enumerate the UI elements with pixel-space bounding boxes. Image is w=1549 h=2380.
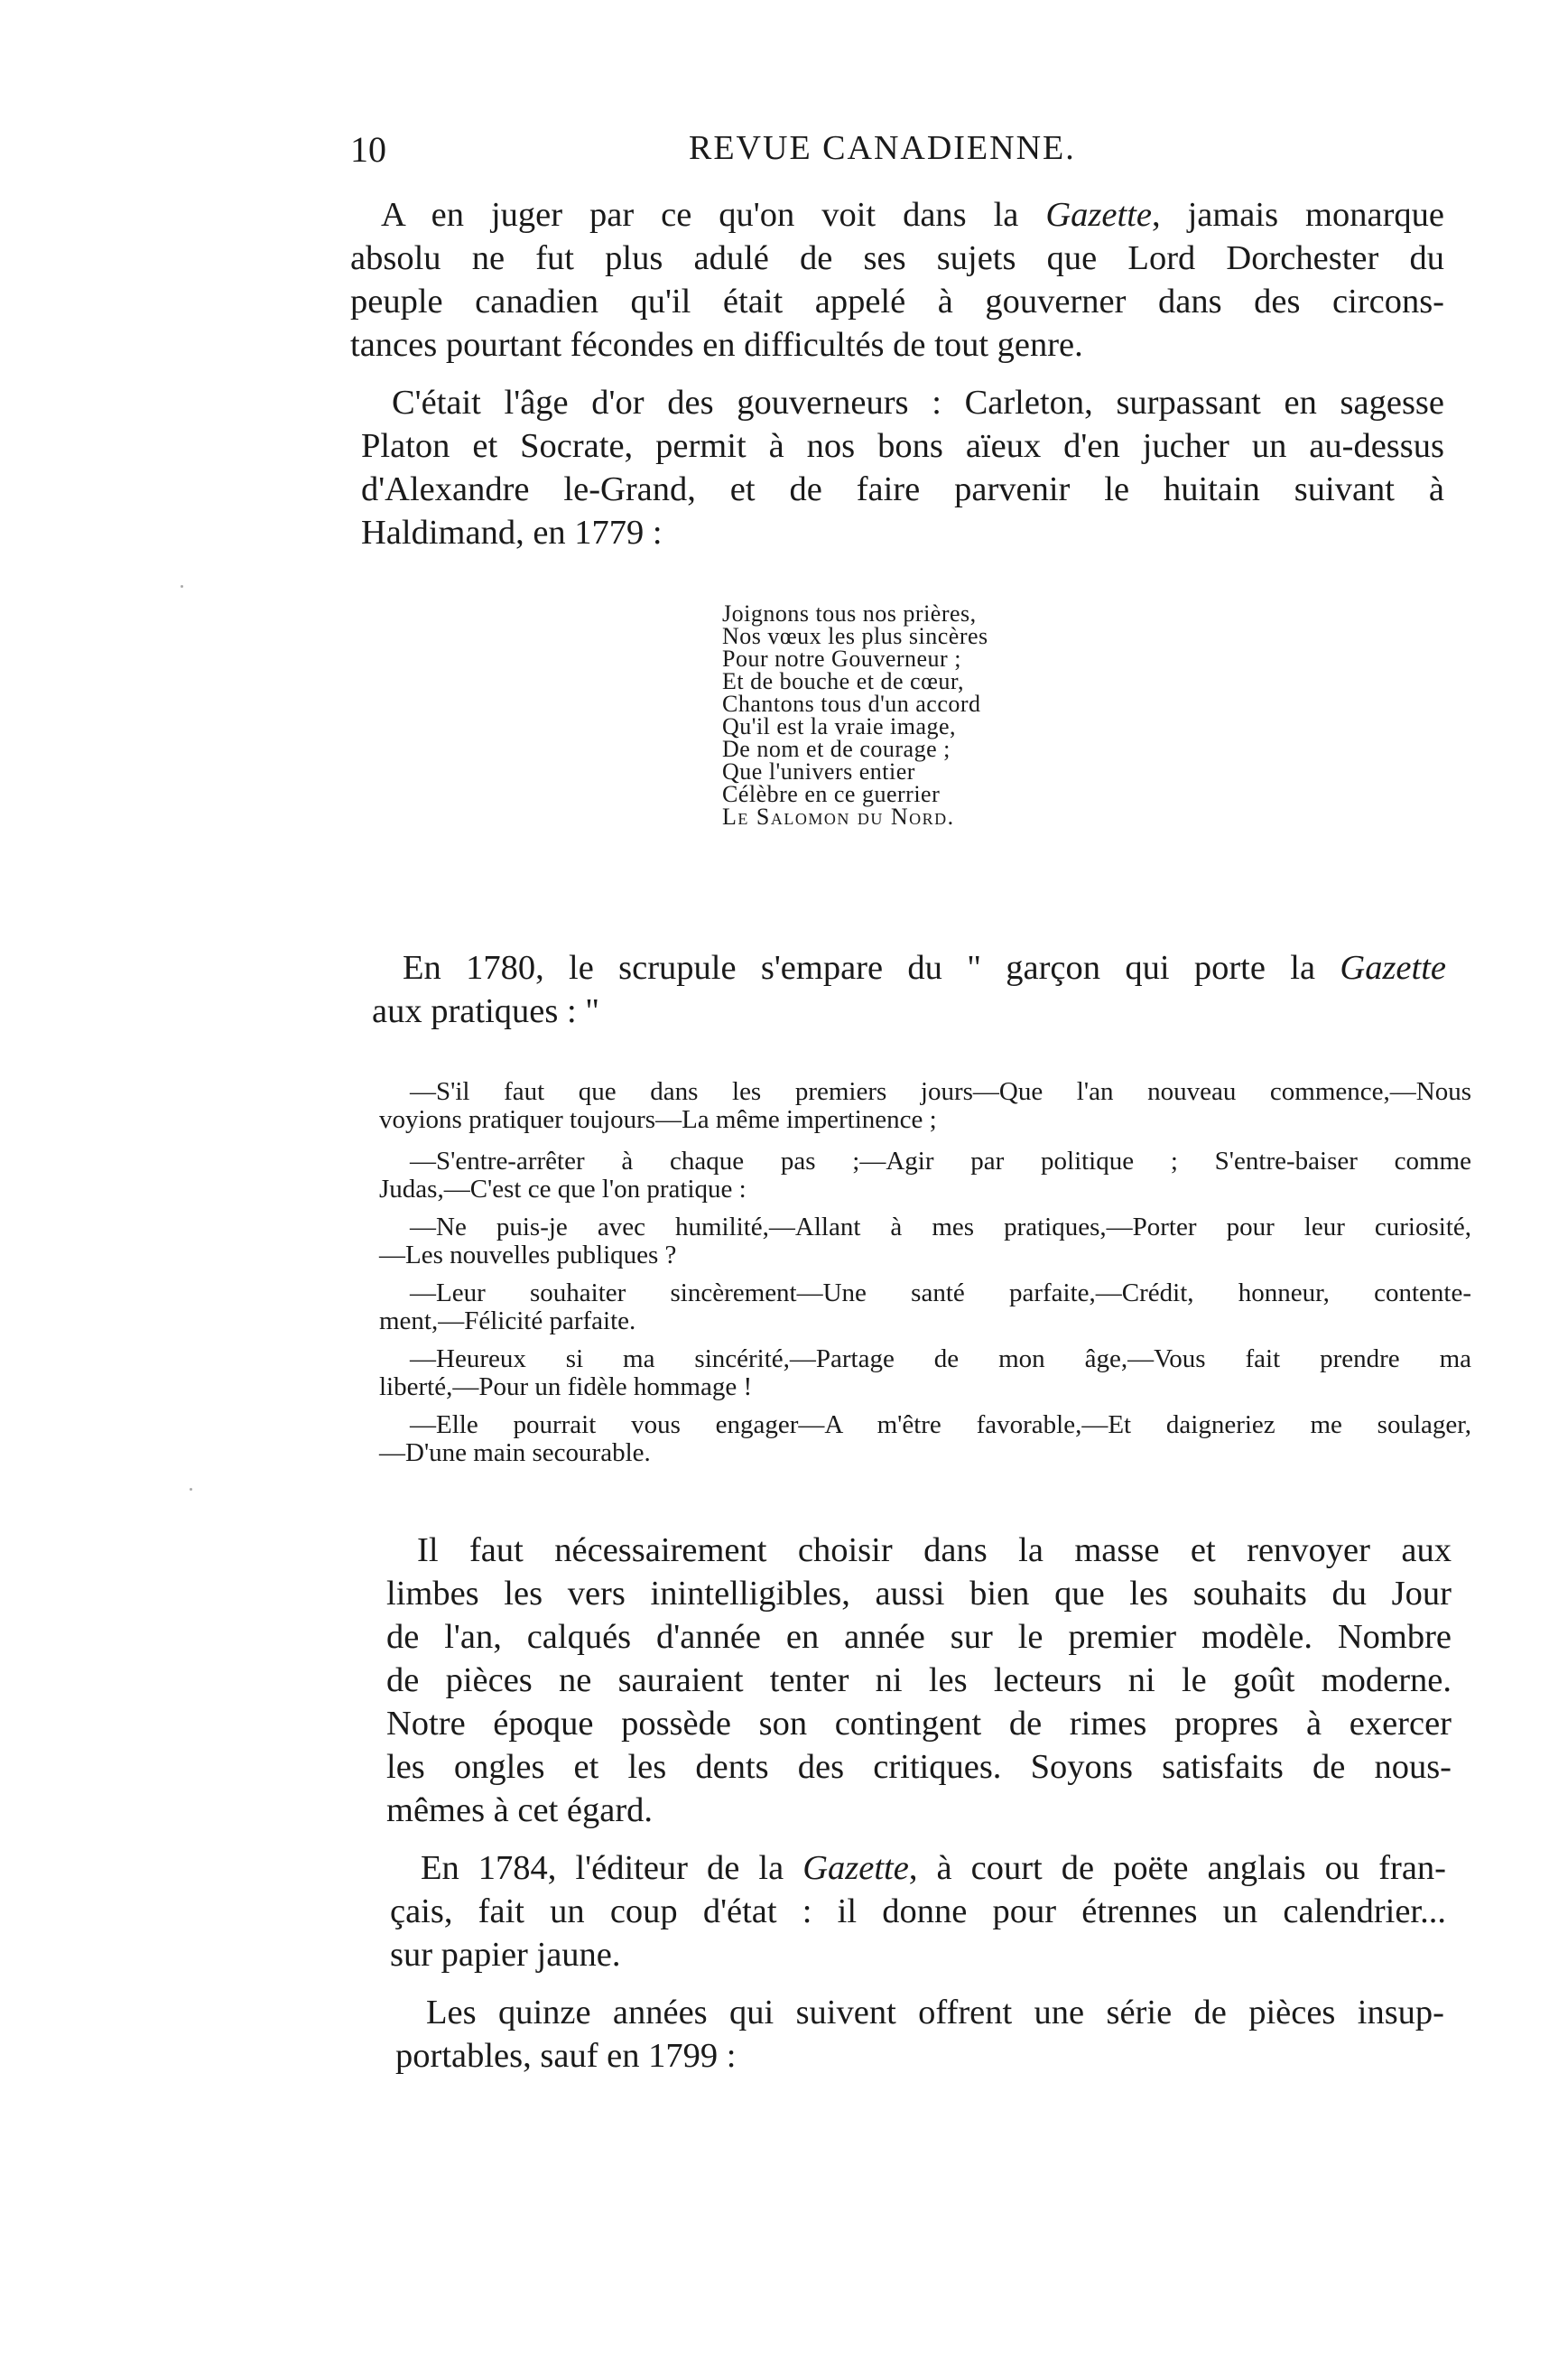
text-line: çais, fait un coup d'état : il donne pour étrennes un calendrier... <box>390 1892 1446 1930</box>
verse-line: Nos vœux les plus sincères <box>722 623 988 649</box>
quote-stanza <box>379 1411 1471 1467</box>
quote-stanza <box>379 1078 1471 1134</box>
running-head <box>350 128 1470 173</box>
scan-speck <box>190 1488 192 1491</box>
quote-line: —Elle pourrait vous engager—A m'être favorable,—Et daigneriez me soulager, <box>410 1410 1471 1439</box>
paragraph-necessity <box>386 1529 1452 1832</box>
quote-line: —S'entre-arrêter à chaque pas ;—Agir par politique ; S'entre-baiser comme <box>410 1147 1471 1176</box>
quote-line: voyions pratiquer toujours—La même impertinence ; <box>379 1105 937 1134</box>
verse-line: Et de bouche et de cœur, <box>722 668 964 694</box>
scan-speck <box>181 585 183 588</box>
journal-title: REVUE CANADIENNE. <box>689 129 1076 167</box>
verse-line: Pour notre Gouverneur ; <box>722 646 961 672</box>
verse-line: Célèbre en ce guerrier <box>722 781 941 807</box>
gazette-title: Gazette <box>1340 949 1446 987</box>
quote-stanza <box>379 1345 1471 1401</box>
text-line: absolu ne fut plus adulé de ses sujets que Lord Dorchester du <box>350 239 1444 277</box>
quote-line: —Leur souhaiter sincèrement—Une santé parfaite,—Crédit, honneur, contente- <box>410 1278 1471 1307</box>
huitain-poem <box>722 602 988 828</box>
quote-line: ment,—Félicité parfaite. <box>379 1306 636 1335</box>
quote-line: —Heureux si ma sincérité,—Partage de mon âge,—Vous fait prendre ma <box>410 1344 1471 1373</box>
quote-stanza <box>379 1148 1471 1204</box>
text-line: de pièces ne sauraient tenter ni les lecteurs ni le goût moderne. <box>386 1661 1452 1699</box>
text-line: Il faut nécessairement choisir dans la masse et renvoyer aux <box>417 1531 1452 1569</box>
text-line: C'était l'âge d'or des gouverneurs : Carleton, surpassant en sagesse <box>392 384 1444 422</box>
text-line: tances pourtant fécondes en difficultés de tout genre. <box>350 326 1083 364</box>
text-line: aux pratiques : " <box>372 992 599 1030</box>
paragraph-1784 <box>390 1846 1446 1976</box>
verse-line: Joignons tous nos prières, <box>722 600 977 627</box>
verse-line: Que l'univers entier <box>722 758 915 785</box>
text-line: les ongles et les dents des critiques. Soyons satisfaits de nous- <box>386 1748 1452 1786</box>
quote-line: —D'une main secourable. <box>379 1438 651 1467</box>
verse-line: Le Salomon du Nord. <box>722 804 955 830</box>
text-line: mêmes à cet égard. <box>386 1791 654 1829</box>
paragraph-fifteen-years <box>395 1991 1444 2078</box>
text-line: En 1780, le scrupule s'empare du " garçon qui porte la Gazette <box>403 949 1446 987</box>
quote-line: —Les nouvelles publiques ? <box>379 1241 677 1269</box>
text-line: En 1784, l'éditeur de la Gazette, à court de poëte anglais ou fran- <box>421 1849 1446 1887</box>
text-line: Haldimand, en 1779 : <box>361 514 663 552</box>
page-number: 10 <box>350 129 386 170</box>
text-line: sur papier jaune. <box>390 1936 621 1974</box>
quote-line: liberté,—Pour un fidèle hommage ! <box>379 1372 753 1401</box>
text-line: peuple canadien qu'il était appelé à gouverner dans des circons- <box>350 283 1444 321</box>
quote-line: —Ne puis-je avec humilité,—Allant à mes pratiques,—Porter pour leur curiosité, <box>410 1213 1471 1241</box>
text-line: A en juger par ce qu'on voit dans la Gazette, jamais monarque <box>381 196 1444 234</box>
verse-line: Chantons tous d'un accord <box>722 691 981 717</box>
quote-line: Judas,—C'est ce que l'on pratique : <box>379 1175 747 1204</box>
paragraph-1780 <box>372 946 1446 1033</box>
text-line: limbes les vers inintelligibles, aussi bien que les souhaits du Jour <box>386 1575 1452 1613</box>
verse-line: De nom et de courage ; <box>722 736 951 762</box>
text-line: portables, sauf en 1799 : <box>395 2037 737 2075</box>
verse-line: Qu'il est la vraie image, <box>722 713 957 739</box>
text-line: d'Alexandre le-Grand, et de faire parvenir le huitain suivant à <box>361 470 1444 508</box>
text-line: Les quinze années qui suivent offrent une série de pièces insup- <box>426 1994 1444 2031</box>
text-line: Platon et Socrate, permit à nos bons aïeux d'en jucher un au-dessus <box>361 427 1444 465</box>
paragraph-dorchester <box>350 193 1444 367</box>
quote-line: —S'il faut que dans les premiers jours—Que l'an nouveau commence,—Nous <box>410 1077 1471 1106</box>
paragraph-golden-age <box>361 381 1444 554</box>
text-line: de l'an, calqués d'année en année sur le premier modèle. Nombre <box>386 1618 1452 1656</box>
quote-stanza <box>379 1213 1471 1269</box>
text-line: Notre époque possède son contingent de rimes propres à exercer <box>386 1705 1452 1743</box>
quote-stanza <box>379 1279 1471 1335</box>
gazette-title: Gazette <box>802 1849 909 1887</box>
gazette-title: Gazette <box>1045 196 1152 234</box>
